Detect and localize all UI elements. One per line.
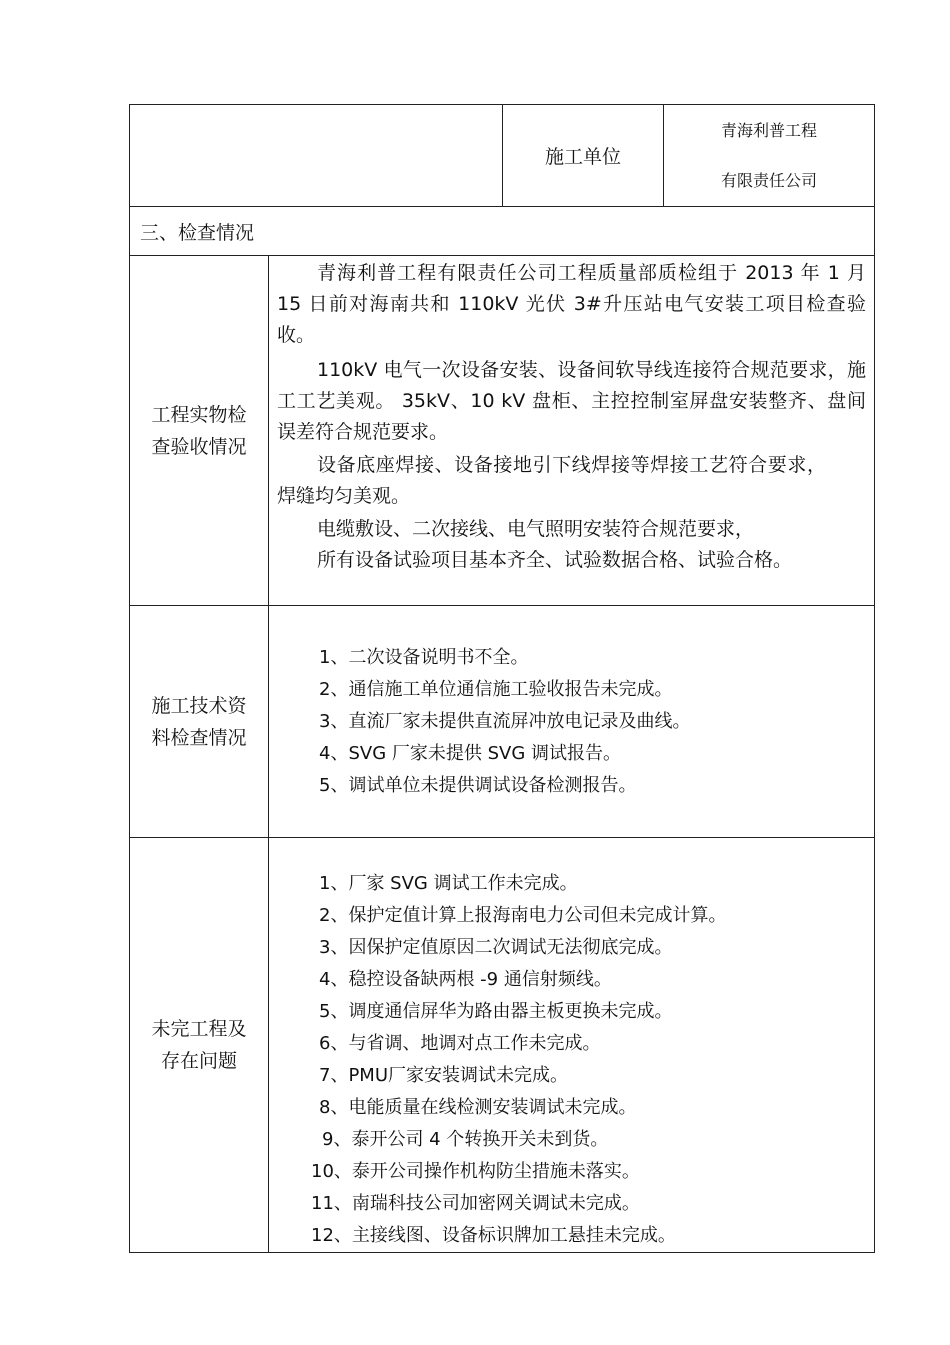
technical-docs-label-line1: 施工技术资 bbox=[151, 694, 247, 717]
list-item: 4、SVG 厂家未提供 SVG 调试报告。 bbox=[319, 742, 621, 764]
list-item: 5、调度通信屏华为路由器主板更换未完成。 bbox=[319, 1001, 673, 1022]
header-row bbox=[130, 105, 875, 207]
inspection-paragraph: 所有设备试验项目基本齐全、试验数据合格、试验合格。 bbox=[317, 549, 793, 571]
inspection-paragraph: 110kV 电气一次设备安装、设备间软导线连接符合规范要求，施工工艺美观。 35kV、10 kV 盘柜、主控控制室屏盘安装整齐、盘间误差符合规范要求。 bbox=[277, 359, 866, 443]
list-item: 1、二次设备说明书不全。 bbox=[319, 646, 529, 668]
outstanding-issues-label-line1: 未完工程及 bbox=[151, 1018, 247, 1040]
section-title: 三、检查情况 bbox=[130, 207, 875, 256]
inspection-paragraph: 青海利普工程有限责任公司工程质量部质检组于 2013 年 1 月 15 日前对海南共和 110kV 光伏 3#升压站电气安装工项目检查验收。 bbox=[277, 262, 866, 346]
physical-inspection-row bbox=[130, 256, 875, 606]
list-item: 2、保护定值计算上报海南电力公司但未完成计算。 bbox=[319, 905, 727, 926]
list-item: 7、PMU厂家安装调试未完成。 bbox=[319, 1065, 569, 1086]
list-item: 11、南瑞科技公司加密网关调试未完成。 bbox=[311, 1193, 640, 1214]
outstanding-issues-label bbox=[130, 838, 269, 1253]
list-item: 9、泰开公司 4 个转换开关未到货。 bbox=[322, 1129, 609, 1150]
construction-unit-value bbox=[664, 105, 875, 207]
construction-unit-value-line1: 青海利普工程 bbox=[720, 120, 817, 140]
list-item: 3、直流厂家未提供直流屏冲放电记录及曲线。 bbox=[319, 710, 691, 732]
technical-docs-label bbox=[130, 606, 269, 838]
list-item: 6、与省调、地调对点工作未完成。 bbox=[319, 1033, 601, 1054]
inspection-paragraph: 设备底座焊接、设备接地引下线焊接等焊接工艺符合要求，焊缝均匀美观。 bbox=[277, 454, 826, 507]
inspection-paragraph: 电缆敷设、二次接线、电气照明安装符合规范要求， bbox=[317, 518, 755, 540]
list-item: 4、稳控设备缺两根 -9 通信射频线。 bbox=[319, 969, 612, 990]
list-item: 1、厂家 SVG 调试工作未完成。 bbox=[319, 873, 578, 894]
physical-inspection-label-line2: 查验收情况 bbox=[151, 435, 247, 458]
construction-unit-value-line2: 有限责任公司 bbox=[720, 170, 817, 190]
list-item: 12、主接线图、设备标识牌加工悬挂未完成。 bbox=[311, 1225, 676, 1246]
physical-inspection-label bbox=[130, 256, 269, 606]
inspection-table bbox=[129, 104, 875, 1253]
technical-docs-list bbox=[319, 642, 874, 802]
construction-unit-label: 施工单位 bbox=[503, 105, 664, 207]
empty-cell bbox=[130, 105, 503, 207]
outstanding-issues-label-line2: 存在问题 bbox=[160, 1050, 237, 1072]
technical-docs-row bbox=[130, 606, 875, 838]
physical-inspection-content bbox=[269, 256, 875, 606]
list-item: 2、通信施工单位通信施工验收报告未完成。 bbox=[319, 678, 673, 700]
list-item: 8、电能质量在线检测安装调试未完成。 bbox=[319, 1097, 637, 1118]
list-item: 5、调试单位未提供调试设备检测报告。 bbox=[319, 774, 637, 796]
physical-inspection-label-line1: 工程实物检 bbox=[151, 403, 247, 426]
outstanding-issues-list bbox=[309, 868, 874, 1252]
technical-docs-label-line2: 料检查情况 bbox=[151, 726, 247, 749]
outstanding-issues-row bbox=[130, 838, 875, 1253]
technical-docs-content bbox=[269, 606, 875, 838]
section-row bbox=[130, 207, 875, 256]
list-item: 10、泰开公司操作机构防尘措施未落实。 bbox=[311, 1161, 640, 1182]
list-item: 3、因保护定值原因二次调试无法彻底完成。 bbox=[319, 937, 673, 958]
outstanding-issues-content bbox=[269, 838, 875, 1253]
